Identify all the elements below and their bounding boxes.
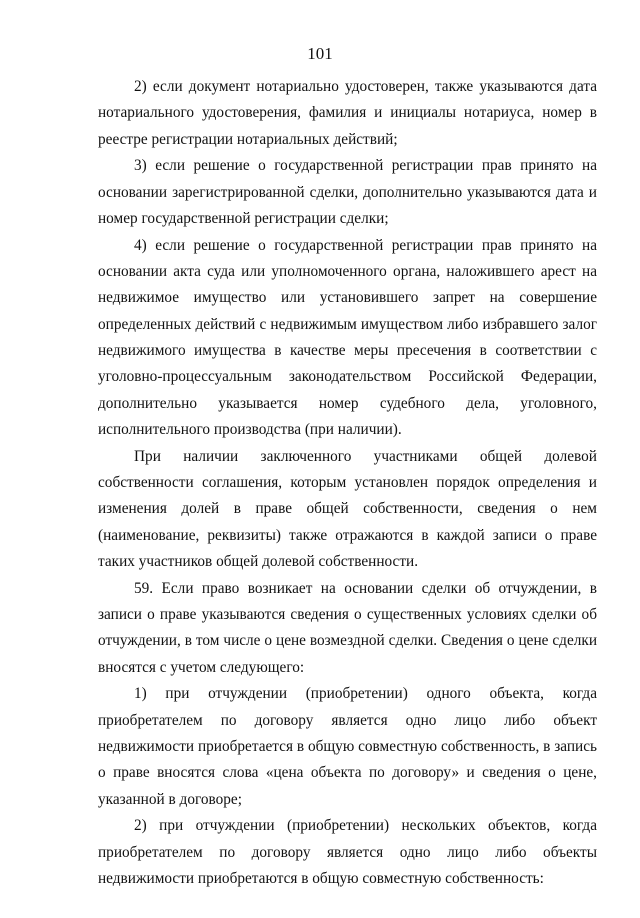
page-number: 101 [307,44,333,63]
paragraph-clause-59-item-1: 1) при отчуждении (приобретении) одного объекта, когда приобретателем по договору является одно лицо либо объект недвижимости приобретается в общую совместную собственность, в запись о праве вносятся слова «цена объекта по договору» и сведения о цене, указанной в договоре; [98,685,597,808]
paragraph-item-2: 2) если документ нотариально удостоверен, также указываются дата нотариального удостоверения, фамилия и инициалы нотариуса, номер в реестре регистрации нотариальных действий; [98,78,597,148]
paragraph-shared-ownership-agreement: При наличии заключенного участниками общей долевой собственности соглашения, которым установлен порядок определения и изменения долей в праве общей собственности, сведения о нем (наименование, реквизиты) также отражаются в каждой записи о праве таких участников общей долевой собственности. [98,447,597,570]
paragraph-clause-59-item-2: 2) при отчуждении (приобретении) нескольких объектов, когда приобретателем по договору является одно лицо либо объекты недвижимости приобретаются в общую совместную собственность: [98,817,597,887]
paragraph-item-3: 3) если решение о государственной регистрации прав принято на основании зарегистрированной сделки, дополнительно указываются дата и номер государственной регистрации сделки; [98,157,597,227]
paragraph-clause-59: 59. Если право возникает на основании сделки об отчуждении, в записи о праве указываются сведения о существенных условиях сделки об отчуждении, в том числе о цене возмездной сделки. Сведения о цене сделки вносятся с учетом следующего: [98,579,597,676]
paragraph-item-4: 4) если решение о государственной регистрации прав принято на основании акта суда или уполномоченного органа, наложившего арест на недвижимое имущество или установившего запрет на совершение определенных действий с недвижимым имуществом либо избравшего залог недвижимого имущества в качестве меры пресечения в соответствии с уголовно-процессуальным законодательством Российской Федерации, дополнительно указывается номер судебного дела, уголовного, исполнительного производства (при наличии). [98,236,597,438]
document-body [98,74,597,892]
